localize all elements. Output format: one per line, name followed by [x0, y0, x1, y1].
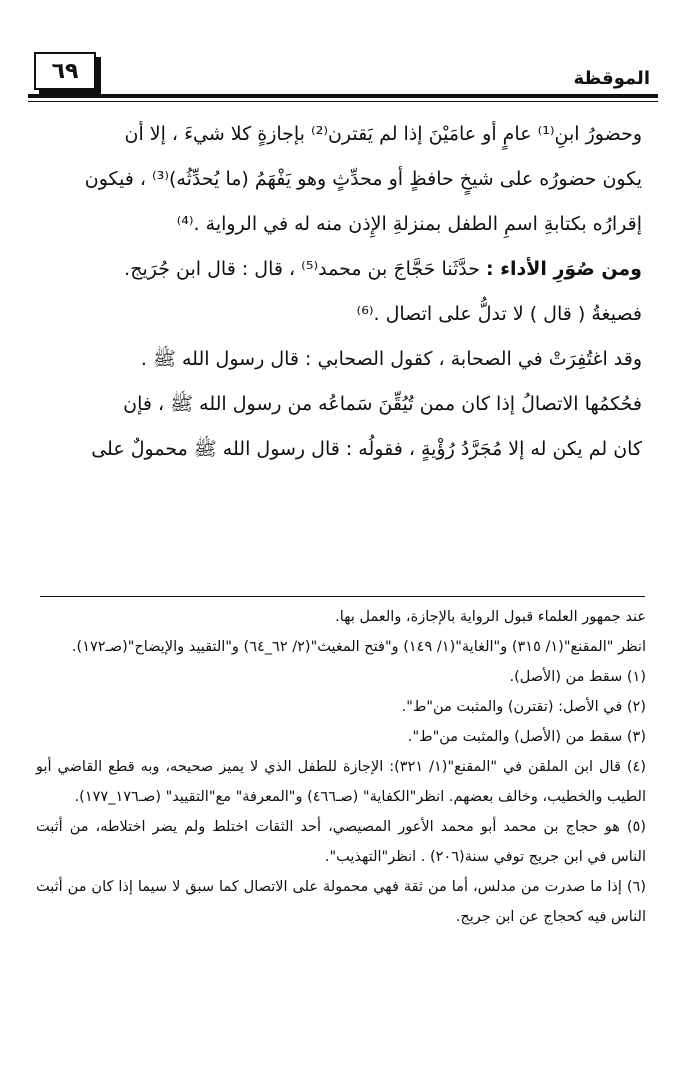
- footnote-intro: عند جمهور العلماء قبول الرواية بالإجازة، والعمل بها.: [335, 609, 646, 625]
- footnotes: [36, 602, 646, 932]
- bold-heading: ومن صُوَرِ الأداء :: [486, 258, 642, 280]
- page-header: [28, 52, 658, 102]
- footnote: (٥) هو حجاج بن محمد أبو محمد الأعور المصيصي، أحد الثقات اختلط ولم يضر اختلاطه، من أثبت الناس في ابن جريج توفي سنة(٢٠٦) . انظر"التهذيب".: [36, 819, 646, 865]
- footnote: (٦) إذا ما صدرت من مدلس، أما من ثقة فهي محمولة على الاتصال كما سبق لا سيما إذا كان من أثبت الناس فيه كحجاج عن ابن جريج.: [36, 879, 646, 925]
- body-line: [40, 247, 642, 292]
- footnote: (١) سقط من (الأصل).: [509, 669, 646, 685]
- body-line: فصيغةُ ( قال ) لا تدلُّ على اتصال .⁽⁶⁾: [356, 303, 642, 325]
- header-rule-thick: [28, 94, 658, 98]
- footnote: (٤) قال ابن الملقن في "المقنع"(١/ ٣٢١): الإجازة للطفل الذي لا يميز صحيحه، وبه قطع القاضي أبو الطيب والخطيب، وخالف بعضهم. انظر"الكفاية" (صـ٤٦٦) و"المعرفة" مع"التقييد" (صـ١٧٦_١٧٧).: [36, 759, 646, 805]
- page-number: ٦٩: [51, 58, 79, 84]
- header-rule-thin: [28, 101, 658, 102]
- body-line: إقرارُه بكتابةِ اسمِ الطفل بمنزلةِ الإِذن منه له في الرواية .⁽⁴⁾: [176, 213, 642, 235]
- body-line: وحضورُ ابنِ⁽¹⁾ عامٍ أو عامَيْنَ إذا لم يَقترن⁽²⁾ بإجازةٍ كلا شيءَ ، إلا أن: [124, 123, 642, 145]
- footnote-separator: [40, 596, 645, 597]
- body-line: كان لم يكن له إلا مُجَرَّدُ رُؤْيةٍ ، فقولُه : قال رسول الله ﷺ محمولٌ على: [91, 438, 642, 460]
- footnote-intro: انظر "المقنع"(١/ ٣١٥) و"الغاية"(١/ ١٤٩) و"فتح المغيث"(٢/ ٦٢_٦٤) و"التقييد والإيضاح"(صـ١٧٢).: [71, 639, 646, 655]
- body-line: فحُكمُها الاتصالُ إذا كان ممن تُيُقِّنَ سَماعُه من رسول الله ﷺ ، فإن: [123, 393, 642, 415]
- page-number-box: [34, 52, 96, 90]
- body-line-rest: حدَّثَنا حَجَّاجَ بن محمد⁽⁵⁾ ، قال : قال ابن جُرَيج.: [124, 258, 487, 280]
- footnote: (٢) في الأصل: (تقترن) والمثبت من"ط".: [401, 699, 646, 715]
- body-line: وقد اغتُفِرَتْ في الصحابة ، كقول الصحابي : قال رسول الله ﷺ .: [140, 348, 642, 370]
- body-line: يكون حضورُه على شيخٍ حافظٍ أو محدِّثٍ وهو يَفْهَمُ (ما يُحدِّثُه)⁽³⁾ ، فيكون: [84, 168, 642, 190]
- running-title: الموقظة: [573, 68, 650, 89]
- footnote: (٣) سقط من (الأصل) والمثبت من"ط".: [407, 729, 646, 745]
- main-text: [40, 112, 642, 472]
